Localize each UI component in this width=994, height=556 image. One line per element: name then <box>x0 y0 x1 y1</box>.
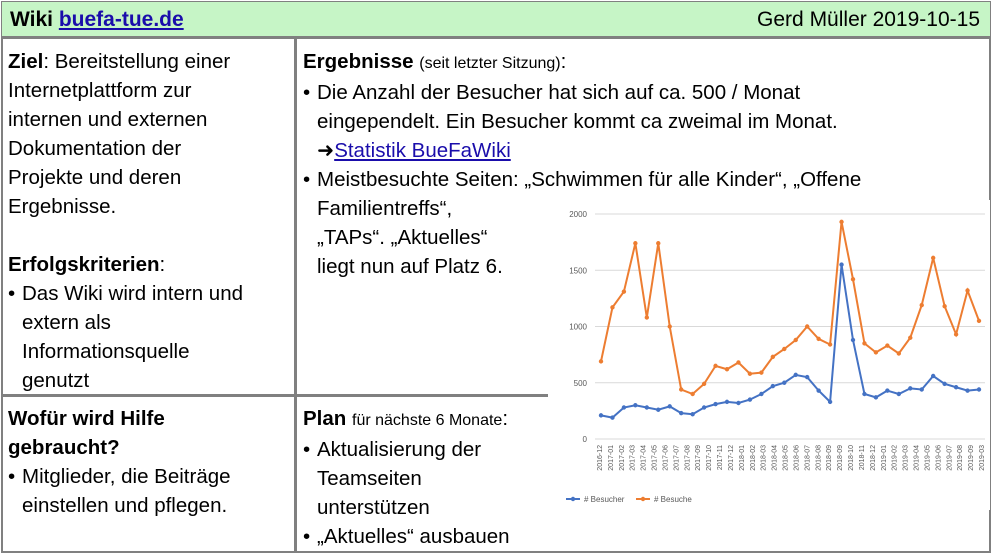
y-tick-label: 1500 <box>569 266 587 276</box>
bullet-text: • „Aktuelles“ ausbauen <box>317 525 510 548</box>
data-point <box>805 324 809 328</box>
bullet-text: Familientreffs“, <box>317 197 453 220</box>
x-tick-label: 2017-08 <box>684 445 692 471</box>
ergebnisse-label: Ergebnisse <box>303 50 414 73</box>
author-date: Gerd Müller 2019-10-15 <box>757 8 980 31</box>
statistik-link[interactable]: Statistik BueFaWiki <box>334 139 511 162</box>
data-point <box>690 392 694 396</box>
data-point <box>965 288 969 292</box>
data-point <box>725 367 729 371</box>
data-point <box>920 303 924 307</box>
ziel-text: Dokumentation der <box>8 137 182 160</box>
x-tick-label: 2019-03 <box>979 445 986 471</box>
hilfe-title: Wofür wird Hilfe <box>8 407 165 430</box>
data-point <box>782 347 786 351</box>
x-tick-label: 2018-10 <box>848 445 856 471</box>
data-point <box>920 387 924 391</box>
y-tick-label: 1000 <box>569 322 587 332</box>
plan-bullet-1 <box>303 435 563 522</box>
bullet-text: unterstützen <box>317 496 430 519</box>
x-tick-label: 2019-07 <box>946 445 954 471</box>
data-point <box>931 256 935 260</box>
y-tick-label: 0 <box>582 435 587 444</box>
column-divider <box>294 37 297 553</box>
plan-cell <box>303 404 563 551</box>
data-point <box>908 336 912 340</box>
colon: : <box>159 253 166 276</box>
hilfe-bullet <box>8 462 292 520</box>
x-tick-label: 2017-11 <box>717 445 725 471</box>
x-tick-label: 2017-03 <box>629 445 637 471</box>
x-tick-label: 2017-01 <box>607 445 615 471</box>
x-tick-label: 2018-02 <box>749 445 757 471</box>
data-point <box>897 392 901 396</box>
data-point <box>645 315 649 319</box>
x-tick-label: 2018-04 <box>771 445 779 471</box>
bullet-text: • Aktualisierung der <box>317 438 482 461</box>
x-tick-label: 2019-04 <box>913 445 921 471</box>
ziel-cell <box>8 47 292 395</box>
x-tick-label: 2019-09 <box>968 445 976 471</box>
data-point <box>805 375 809 379</box>
legend-marker <box>571 497 575 501</box>
bullet-text: genutzt <box>22 369 90 392</box>
erfolg-label: Erfolgskriterien <box>8 253 160 276</box>
x-tick-label: 2017-12 <box>727 445 735 471</box>
data-point <box>816 388 820 392</box>
data-point <box>645 405 649 409</box>
x-tick-label: 2018-12 <box>869 445 877 471</box>
bullet-text: extern als <box>22 311 111 334</box>
data-point <box>771 384 775 388</box>
ziel-label: Ziel <box>8 50 44 73</box>
bullet-text: einstellen und pflegen. <box>22 494 228 517</box>
data-point <box>713 364 717 368</box>
data-point <box>794 373 798 377</box>
ziel-text: : Bereitstellung einer <box>43 50 231 73</box>
plan-bullet-2 <box>303 522 563 551</box>
data-point <box>725 400 729 404</box>
x-tick-label: 2019-03 <box>902 445 910 471</box>
data-point <box>599 413 603 417</box>
x-tick-label: 2018-08 <box>815 445 823 471</box>
bullet-text: Teamseiten <box>317 467 422 490</box>
data-point <box>885 388 889 392</box>
data-point <box>897 351 901 355</box>
data-point <box>874 350 878 354</box>
data-point <box>851 277 855 281</box>
erfolg-bullet <box>8 279 292 395</box>
x-tick-label: 2017-10 <box>706 445 714 471</box>
bullet-text: • Mitglieder, die Beiträge <box>22 465 231 488</box>
data-point <box>839 262 843 266</box>
x-tick-label: 2019-02 <box>891 445 899 471</box>
bullet-text: Informationsquelle <box>22 340 190 363</box>
data-point <box>713 402 717 406</box>
ergebnisse-sub: (seit letzter Sitzung) <box>419 55 561 72</box>
data-point <box>599 359 603 363</box>
data-point <box>702 382 706 386</box>
visitor-chart <box>548 200 990 510</box>
data-point <box>748 372 752 376</box>
data-point <box>816 337 820 341</box>
data-point <box>954 332 958 336</box>
x-tick-label: 2019-05 <box>924 445 932 471</box>
arrow-icon: ➜ <box>317 139 335 162</box>
bullet-text: • Das Wiki wird intern und <box>22 282 244 305</box>
data-point <box>736 401 740 405</box>
data-point <box>839 220 843 224</box>
data-point <box>656 241 660 245</box>
x-tick-label: 2017-07 <box>673 445 681 471</box>
site-link[interactable]: buefa-tue.de <box>58 8 184 31</box>
x-tick-label: 2018-11 <box>858 445 866 471</box>
plan-sub: für nächste 6 Monate <box>352 412 503 429</box>
x-tick-label: 2018-01 <box>738 445 746 471</box>
colon: : <box>502 407 509 430</box>
bullet-text: liegt nun auf Platz 6. <box>317 255 503 278</box>
data-point <box>679 411 683 415</box>
x-tick-label: 2019-08 <box>957 445 965 471</box>
data-point <box>862 392 866 396</box>
header-title <box>10 8 184 32</box>
data-point <box>977 387 981 391</box>
data-point <box>771 355 775 359</box>
data-point <box>954 385 958 389</box>
data-point <box>759 370 763 374</box>
bullet-text: • Meistbesuchte Seiten: „Schwimmen für alle Kinder“, „Offene <box>317 168 862 191</box>
data-point <box>610 415 614 419</box>
data-point <box>633 403 637 407</box>
x-tick-label: 2018-09 <box>826 445 834 471</box>
wiki-label: Wiki <box>10 8 53 31</box>
header-bar <box>1 1 991 37</box>
data-point <box>942 304 946 308</box>
x-tick-label: 2017-09 <box>695 445 703 471</box>
x-tick-label: 2019-06 <box>935 445 943 471</box>
data-point <box>828 400 832 404</box>
data-point <box>668 324 672 328</box>
ergebnisse-bullet-1 <box>303 78 983 165</box>
y-tick-label: 500 <box>573 378 587 388</box>
data-point <box>702 405 706 409</box>
legend-marker <box>641 497 645 501</box>
data-point <box>633 241 637 245</box>
data-point <box>668 404 672 408</box>
data-point <box>862 341 866 345</box>
x-tick-label: 2017-06 <box>662 445 670 471</box>
data-point <box>874 395 878 399</box>
x-tick-label: 2018-07 <box>804 445 812 471</box>
data-point <box>622 289 626 293</box>
data-point <box>622 405 626 409</box>
bullet-text: • Die Anzahl der Besucher hat sich auf ca. 500 / Monat <box>317 81 801 104</box>
x-tick-label: 2018-09 <box>837 445 845 471</box>
x-tick-label: 2018-05 <box>782 445 790 471</box>
x-tick-label: 2019-01 <box>880 445 888 471</box>
x-tick-label: 2018-03 <box>760 445 768 471</box>
data-point <box>736 360 740 364</box>
hilfe-title: gebraucht? <box>8 436 120 459</box>
y-tick-label: 2000 <box>569 210 587 219</box>
colon: : <box>560 50 567 73</box>
ziel-text: Internetplattform zur <box>8 79 192 102</box>
x-tick-label: 2016-12 <box>597 445 604 471</box>
x-tick-label: 2018-06 <box>793 445 801 471</box>
data-point <box>828 342 832 346</box>
ziel-text: internen und externen <box>8 108 208 131</box>
x-tick-label: 2017-02 <box>618 445 626 471</box>
ziel-text: Ergebnisse. <box>8 195 117 218</box>
data-point <box>931 374 935 378</box>
bullet-text: „TAPs“. „Aktuelles“ <box>317 226 488 249</box>
x-tick-label: 2017-05 <box>651 445 659 471</box>
bullet-text: eingependelt. Ein Besucher kommt ca zweimal im Monat. <box>317 110 838 133</box>
data-point <box>656 408 660 412</box>
hilfe-cell <box>8 404 292 520</box>
ziel-text: Projekte und deren <box>8 166 182 189</box>
data-point <box>610 305 614 309</box>
legend-label: # Besucher <box>584 495 625 504</box>
data-point <box>759 392 763 396</box>
x-tick-label: 2017-04 <box>640 445 648 471</box>
data-point <box>942 382 946 386</box>
data-point <box>690 412 694 416</box>
data-point <box>977 319 981 323</box>
data-point <box>794 338 798 342</box>
data-point <box>748 397 752 401</box>
data-point <box>679 387 683 391</box>
data-point <box>851 338 855 342</box>
plan-label: Plan <box>303 407 347 430</box>
data-point <box>908 386 912 390</box>
data-point <box>782 381 786 385</box>
data-point <box>885 343 889 347</box>
data-point <box>965 388 969 392</box>
legend-label: # Besuche <box>654 495 692 504</box>
